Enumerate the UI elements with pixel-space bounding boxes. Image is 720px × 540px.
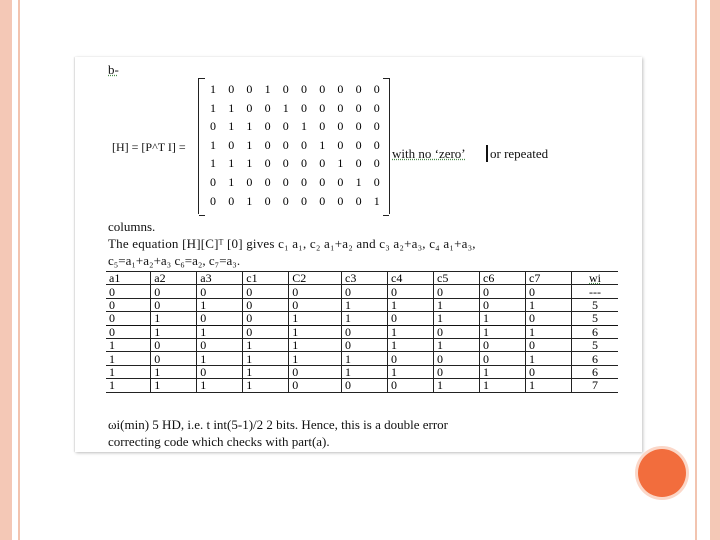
table-cell: 1 (243, 338, 289, 351)
matrix-cell: 0 (337, 100, 344, 115)
table-cell: 1 (480, 365, 526, 378)
table-header-cell: wi (572, 272, 619, 285)
table-cell: 0 (342, 338, 388, 351)
table-cell: 0 (480, 298, 526, 311)
matrix-cell: 0 (282, 119, 289, 134)
matrix-cell: 0 (319, 193, 326, 208)
left-border-line (18, 0, 20, 540)
table-cell: 1 (480, 312, 526, 325)
table-cell: 1 (388, 338, 434, 351)
table-row (106, 365, 618, 378)
matrix-cell: 1 (355, 175, 362, 189)
table-header-cell: a3 (197, 272, 243, 285)
matrix-cell: 1 (264, 82, 271, 96)
table-cell: 1 (388, 365, 434, 378)
matrix-cell: 0 (301, 137, 307, 152)
table-cell: 1 (197, 379, 243, 392)
table-cell: 5 (572, 338, 619, 351)
matrix-cell: 0 (337, 193, 344, 208)
matrix-cell: 0 (228, 137, 235, 152)
section-heading: b- (108, 62, 119, 77)
table-cell: 0 (434, 352, 480, 365)
table-cell: 0 (151, 352, 197, 365)
matrix-cell: 0 (264, 137, 271, 152)
matrix-cell: 1 (337, 156, 344, 171)
table-cell: 0 (106, 312, 151, 325)
table-cell: 1 (289, 352, 342, 365)
matrix-cell: 0 (282, 193, 289, 208)
table-cell: 0 (388, 285, 434, 298)
table-cell: 0 (480, 352, 526, 365)
equation-line-1: The equation [H][C]ᵀ [0] gives c₁ a₁, c₂ a₁+a₂ and c₃ a₂+a₃, c₄ a₁+a₃, (108, 236, 476, 251)
matrix-cell: 0 (373, 156, 380, 171)
table-cell: 0 (526, 285, 572, 298)
matrix-cell: 0 (355, 137, 362, 152)
matrix-cell: 1 (246, 119, 253, 134)
table-cell: 1 (480, 325, 526, 338)
table-cell: 0 (151, 298, 197, 311)
matrix-cell: 0 (319, 175, 326, 189)
left-border-band (0, 0, 12, 540)
table-cell: 1 (289, 312, 342, 325)
table-cell: 1 (342, 298, 388, 311)
table-row (106, 352, 618, 365)
matrix-cell: 1 (301, 119, 307, 134)
matrix-cell: 0 (319, 156, 326, 171)
table-row (106, 379, 618, 392)
table-cell: 1 (526, 352, 572, 365)
matrix-cell: 0 (301, 82, 307, 96)
matrix-cell: 0 (210, 119, 216, 134)
table-cell: 0 (434, 325, 480, 338)
table-cell: 0 (289, 285, 342, 298)
table-cell: 0 (388, 379, 434, 392)
table-header-cell: c4 (388, 272, 434, 285)
matrix-cell: 0 (264, 119, 271, 134)
matrix-cell: 0 (264, 193, 271, 208)
matrix-cell: 1 (210, 100, 216, 115)
table-cell: 1 (342, 352, 388, 365)
table-cell: 0 (342, 285, 388, 298)
table-cell: 1 (434, 312, 480, 325)
table-cell: 0 (197, 365, 243, 378)
matrix-cell: 0 (337, 137, 344, 152)
equation-line-2: c₅=a₁+a₂+a₃ c₆=a₂, c₇=a₃. (108, 253, 241, 268)
right-border-band (710, 0, 720, 540)
table-cell: 0 (434, 365, 480, 378)
table-cell: 6 (572, 365, 619, 378)
matrix-cell: 0 (337, 175, 344, 189)
parity-check-matrix (198, 78, 390, 214)
table-cell: 1 (151, 312, 197, 325)
table-cell: 1 (434, 338, 480, 351)
matrix-cell: 0 (373, 82, 380, 96)
table-cell: 1 (106, 352, 151, 365)
table-cell: 1 (197, 325, 243, 338)
table-cell: 0 (526, 365, 572, 378)
matrix-cell: 1 (246, 193, 253, 208)
right-border-line (695, 0, 697, 540)
columns-text: columns. (108, 219, 156, 234)
matrix-cell: 0 (282, 82, 289, 96)
table-cell: 1 (151, 379, 197, 392)
table-cell: 1 (243, 379, 289, 392)
table-cell: 0 (243, 285, 289, 298)
matrix-cell: 0 (319, 119, 326, 134)
table-cell: 1 (388, 325, 434, 338)
table-cell: 1 (526, 298, 572, 311)
matrix-cell: 1 (210, 156, 216, 171)
matrix-cell: 0 (210, 193, 216, 208)
table-header-row (106, 272, 618, 285)
matrix-cell: 0 (210, 175, 216, 189)
table-cell: 0 (151, 338, 197, 351)
table-cell: 1 (106, 379, 151, 392)
table-cell: 1 (342, 365, 388, 378)
table-header-cell: c7 (526, 272, 572, 285)
table-cell: 0 (197, 285, 243, 298)
matrix-cell: 0 (228, 82, 235, 96)
conclusion-line-2: correcting code which checks with part(a). (108, 434, 330, 449)
table-cell: 0 (106, 325, 151, 338)
matrix-cell: 1 (246, 137, 253, 152)
matrix-cell: 0 (301, 193, 307, 208)
table-cell: 0 (243, 325, 289, 338)
table-cell: 0 (197, 338, 243, 351)
table-cell: 0 (289, 298, 342, 311)
table-cell: 7 (572, 379, 619, 392)
table-cell: 0 (151, 285, 197, 298)
matrix-cell: 1 (228, 175, 235, 189)
table-header-cell: c5 (434, 272, 480, 285)
matrix-cell: 0 (264, 100, 271, 115)
table-cell: 0 (480, 285, 526, 298)
table-cell: 0 (106, 298, 151, 311)
table-cell: 0 (388, 352, 434, 365)
table-row (106, 312, 618, 325)
table-cell: 1 (243, 352, 289, 365)
table-cell: 1 (197, 298, 243, 311)
matrix-cell: 0 (373, 175, 380, 189)
table-row (106, 338, 618, 351)
table-cell: 1 (106, 338, 151, 351)
table-cell: 0 (243, 298, 289, 311)
matrix-cell: 0 (246, 100, 253, 115)
codeword-table (106, 271, 618, 393)
matrix-cell: 1 (210, 82, 216, 96)
matrix-cell: 0 (355, 193, 362, 208)
matrix-cell: 0 (373, 100, 380, 115)
matrix-cell: 0 (301, 156, 307, 171)
table-cell: 0 (106, 285, 151, 298)
matrix-cell: 1 (228, 156, 235, 171)
table-cell: 0 (388, 312, 434, 325)
table-cell: 6 (572, 325, 619, 338)
table-cell: 5 (572, 298, 619, 311)
matrix-cell: 0 (264, 156, 271, 171)
table-cell: 1 (342, 312, 388, 325)
matrix-cell: 0 (246, 175, 253, 189)
table-cell: 1 (151, 325, 197, 338)
table-cell: 1 (289, 325, 342, 338)
table-header-cell: c3 (342, 272, 388, 285)
table-cell: 0 (526, 312, 572, 325)
table-cell: 0 (289, 379, 342, 392)
parity-check-lhs: [H] = [P^T I] = (112, 140, 186, 154)
with-no-zero-text: with no ‘zero’ (392, 146, 466, 161)
matrix-cell: 0 (319, 100, 326, 115)
table-cell: 1 (106, 365, 151, 378)
table-cell: 1 (434, 379, 480, 392)
matrix-cell: 0 (337, 119, 344, 134)
table-cell: --- (572, 285, 619, 298)
table-cell: 0 (526, 338, 572, 351)
matrix-cell: 1 (228, 100, 235, 115)
table-cell: 0 (197, 312, 243, 325)
table-header-cell: a2 (151, 272, 197, 285)
table-cell: 1 (434, 298, 480, 311)
table-cell: 1 (388, 298, 434, 311)
matrix-cell: 0 (337, 82, 344, 96)
table-cell: 1 (289, 338, 342, 351)
table-header-cell: c1 (243, 272, 289, 285)
table-cell: 0 (342, 379, 388, 392)
table-cell: 1 (526, 325, 572, 338)
matrix-cell: 0 (373, 119, 380, 134)
table-cell: 0 (342, 325, 388, 338)
matrix-cell: 0 (355, 82, 362, 96)
or-repeated-text: or repeated (490, 146, 549, 161)
matrix-cell: 0 (282, 156, 289, 171)
text-cursor (486, 145, 488, 162)
matrix-cell: 0 (355, 156, 362, 171)
table-cell: 1 (480, 379, 526, 392)
matrix-cell: 1 (246, 156, 253, 171)
matrix-cell: 1 (210, 137, 216, 152)
matrix-cell: 0 (228, 193, 235, 208)
table-cell: 0 (480, 338, 526, 351)
table-row (106, 285, 618, 298)
matrix-cell: 1 (228, 119, 235, 134)
table-cell: 5 (572, 312, 619, 325)
decorative-orange-circle (638, 449, 686, 497)
table-cell: 1 (243, 365, 289, 378)
table-header-cell: c6 (480, 272, 526, 285)
matrix-cell: 0 (264, 175, 271, 189)
table-cell: 6 (572, 352, 619, 365)
matrix-cell: 1 (282, 100, 289, 115)
matrix-cell: 0 (301, 100, 307, 115)
table-header-cell: C2 (289, 272, 342, 285)
table-row (106, 298, 618, 311)
matrix-cell: 0 (282, 175, 289, 189)
table-cell: 0 (243, 312, 289, 325)
table-row (106, 325, 618, 338)
matrix-cell: 1 (373, 193, 380, 208)
matrix-cell: 0 (282, 137, 289, 152)
table-cell: 1 (151, 365, 197, 378)
matrix-cell: 0 (246, 82, 253, 96)
conclusion-line-1: ωi(min) 5 HD, i.e. t int(5-1)/2 2 bits. Hence, this is a double error (108, 417, 448, 432)
matrix-cell: 1 (319, 137, 326, 152)
matrix-cell: 0 (301, 175, 307, 189)
table-header-cell: a1 (106, 272, 151, 285)
table-cell: 1 (526, 379, 572, 392)
table-cell: 0 (289, 365, 342, 378)
matrix-cell: 0 (319, 82, 326, 96)
table-cell: 1 (197, 352, 243, 365)
table-cell: 0 (434, 285, 480, 298)
matrix-cell: 0 (373, 137, 380, 152)
matrix-cell: 0 (355, 100, 362, 115)
matrix-cell: 0 (355, 119, 362, 134)
